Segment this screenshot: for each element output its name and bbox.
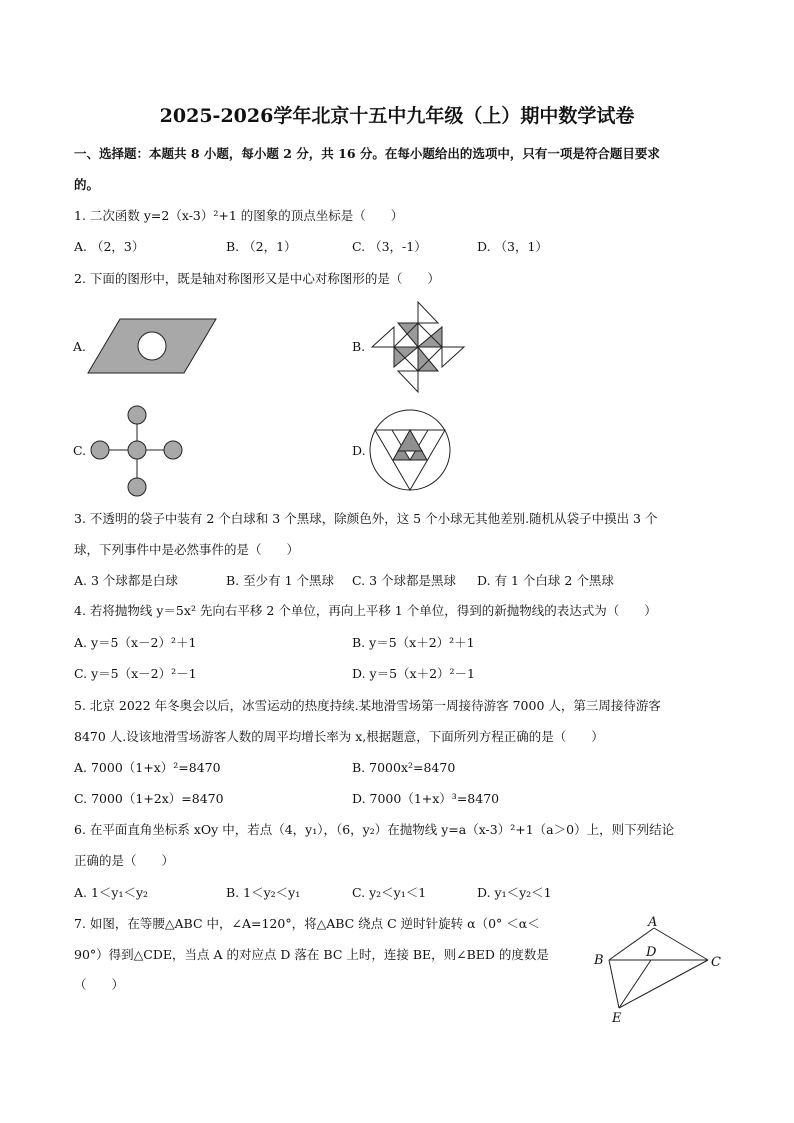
question-6-line-2: 正确的是（ ） bbox=[74, 853, 175, 868]
parallelogram-circle-figure bbox=[88, 318, 218, 374]
section-instruction-end: 的。 bbox=[74, 177, 100, 192]
question-4-stem: 4. 若将抛物线 y＝5x² 先向右平移 2 个单位，再向上平移 1 个单位，得到的新抛物线的表达式为（ ） bbox=[74, 603, 657, 618]
q5-option-d: D. 7000（1+x）³=8470 bbox=[352, 791, 500, 806]
question-3-line-2: 球，下列事件中是必然事件的是（ ） bbox=[74, 542, 300, 557]
q6-option-c: C. y₂＜y₁＜1 bbox=[352, 885, 427, 900]
section-instruction: 一、选择题：本题共 8 小题，每小题 2 分，共 16 分。在每小题给出的选项中，只有一项是符合题目要求 bbox=[74, 146, 660, 161]
question-6-line-1: 6. 在平面直角坐标系 xOy 中，若点（4，y₁），（6，y₂）在抛物线 y=a（x-3）²+1（a＞0）上，则下列结论 bbox=[74, 822, 675, 837]
q2-label-d: D. bbox=[352, 443, 366, 458]
q1-option-a: A. （2，3） bbox=[74, 239, 145, 254]
q6-option-b: B. 1＜y₂＜y₁ bbox=[226, 885, 301, 900]
question-7-line-1: 7. 如图，在等腰△ABC 中，∠A=120°，将△ABC 绕点 C 逆时针旋转 α（0° ＜α＜ bbox=[74, 916, 540, 931]
question-3-line-1: 3. 不透明的袋子中装有 2 个白球和 3 个黑球，除颜色外，这 5 个小球无其他差别.随机从袋子中摸出 3 个 bbox=[74, 511, 658, 526]
q4-option-d: D. y＝5（x＋2）²－1 bbox=[352, 666, 476, 681]
q3-option-b: B. 至少有 1 个黑球 bbox=[226, 573, 335, 588]
q4-option-a: A. y＝5（x－2）²＋1 bbox=[74, 635, 197, 650]
question-7-line-2: 90°）得到△CDE，当点 A 的对应点 D 落在 BC 上时，连接 BE，则∠BED 的度数是 bbox=[74, 947, 549, 962]
q4-option-b: B. y＝5（x＋2）²＋1 bbox=[352, 635, 475, 650]
cross-circles-figure bbox=[88, 404, 188, 496]
q1-option-c: C. （3，-1） bbox=[352, 239, 427, 254]
point-d-label: D bbox=[646, 945, 657, 960]
question-7-line-3: （ ） bbox=[74, 977, 125, 992]
question-1-stem: 1. 二次函数 y=2（x-3）²+1 的图象的顶点坐标是（ ） bbox=[74, 208, 404, 223]
circle-triangles-figure bbox=[368, 408, 452, 492]
question-5-line-1: 5. 北京 2022 年冬奥会以后，冰雪运动的热度持续.某地滑雪场第一周接待游客 7000 人，第三周接待游客 bbox=[74, 698, 661, 713]
point-c-label: C bbox=[711, 955, 721, 970]
question-2-stem: 2. 下面的图形中，既是轴对称图形又是中心对称图形的是（ ） bbox=[74, 271, 440, 286]
point-a-label: A bbox=[648, 915, 658, 930]
q5-option-a: A. 7000（1+x）²=8470 bbox=[74, 760, 221, 775]
q1-option-d: D. （3，1） bbox=[477, 239, 548, 254]
q6-option-a: A. 1＜y₁＜y₂ bbox=[74, 885, 149, 900]
q5-option-c: C. 7000（1+2x）=8470 bbox=[74, 791, 224, 806]
point-e-label: E bbox=[612, 1011, 622, 1026]
page-title: 2025-2026学年北京十五中九年级（上）期中数学试卷 bbox=[159, 105, 635, 127]
q4-option-c: C. y＝5（x－2）²－1 bbox=[74, 666, 197, 681]
q2-label-a: A. bbox=[73, 339, 87, 354]
q3-option-a: A. 3 个球都是白球 bbox=[74, 573, 178, 588]
q5-option-b: B. 7000x²=8470 bbox=[352, 760, 456, 775]
q3-option-c: C. 3 个球都是黑球 bbox=[352, 573, 456, 588]
rotation-triangle-figure bbox=[590, 912, 730, 1027]
question-5-line-2: 8470 人.设该地滑雪场游客人数的周平均增长率为 x,根据题意，下面所列方程正确的是（ ） bbox=[74, 729, 604, 744]
point-b-label: B bbox=[594, 953, 604, 968]
q6-option-d: D. y₁＜y₂＜1 bbox=[477, 885, 552, 900]
q2-label-b: B. bbox=[352, 339, 366, 354]
q1-option-b: B. （2，1） bbox=[226, 239, 297, 254]
pinwheel-figure bbox=[368, 300, 468, 395]
q2-label-c: C. bbox=[73, 443, 87, 458]
q3-option-d: D. 有 1 个白球 2 个黑球 bbox=[477, 573, 614, 588]
